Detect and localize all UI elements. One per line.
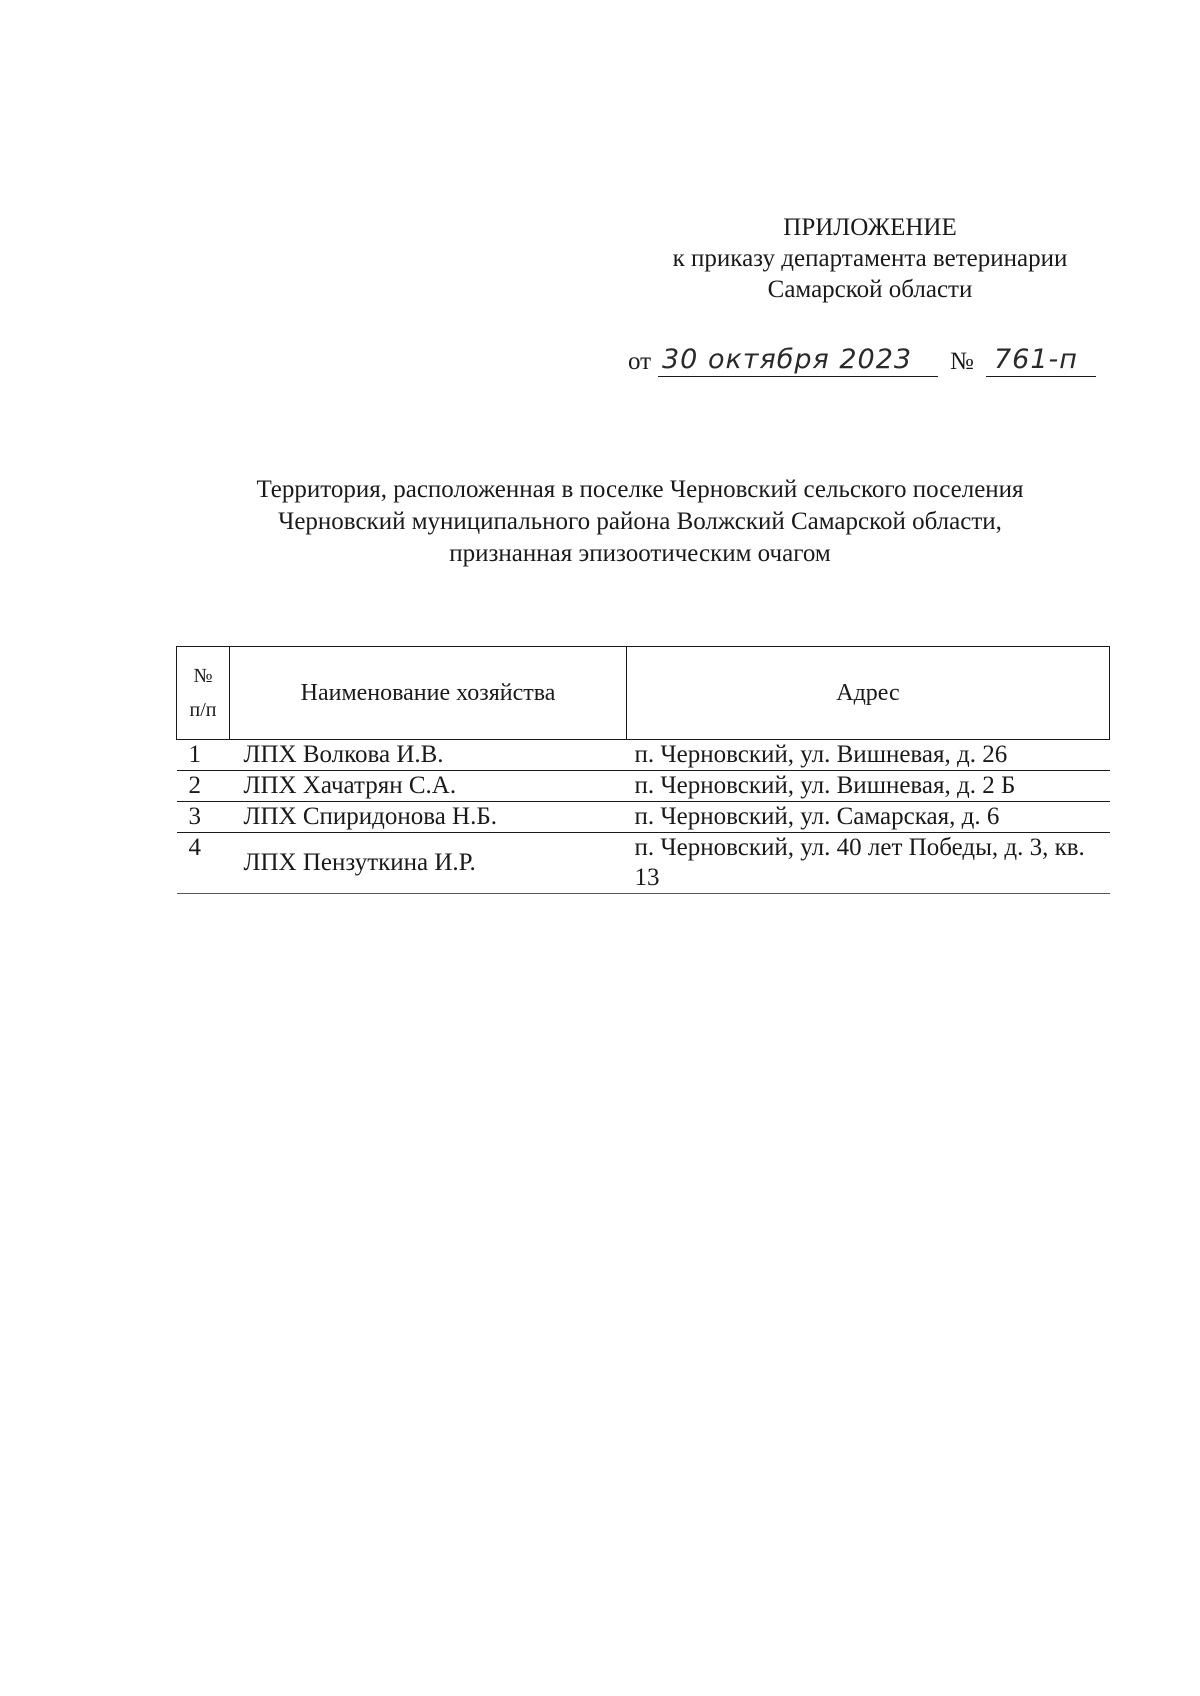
title-line-3: признанная эпизоотическим очагом (449, 540, 831, 567)
order-date-handwritten: 30 октября 2023 (662, 344, 913, 375)
row-address: п. Черновский, ул. 40 лет Победы, д. 3, кв. 13 (627, 833, 1110, 894)
header-address: Адрес (627, 647, 1110, 740)
table-row (177, 802, 1110, 833)
document-title (180, 474, 1100, 570)
row-farm-name: ЛПХ Пензуткина И.Р. (230, 833, 627, 894)
order-number-label: № (950, 348, 974, 375)
header-number (177, 647, 230, 740)
header-farm-name: Наименование хозяйства (230, 647, 627, 740)
row-farm-name: ЛПХ Хачатрян С.А. (230, 771, 627, 802)
order-number-handwritten: 761-п (994, 344, 1078, 375)
header-number-pp: п/п (189, 699, 217, 721)
appendix-block (640, 212, 1100, 305)
appendix-heading: ПРИЛОЖЕНИЕ (783, 214, 957, 241)
row-farm-name: ЛПХ Волкова И.В. (230, 740, 627, 771)
row-number: 4 (177, 833, 230, 894)
row-number: 1 (177, 740, 230, 771)
row-address: п. Черновский, ул. Вишневая, д. 26 (627, 740, 1110, 771)
order-date-underline (658, 376, 938, 377)
order-number-underline (986, 376, 1096, 377)
title-line-2: Черновский муниципального района Волжский Самарской области, (278, 508, 1002, 535)
row-number: 3 (177, 802, 230, 833)
appendix-line-1: к приказу департамента ветеринарии (672, 245, 1068, 272)
header-number-sign: № (193, 665, 213, 687)
appendix-line-2: Самарской области (767, 276, 973, 303)
order-from-label: от (628, 348, 652, 375)
table-header-row (177, 647, 1110, 740)
row-number: 2 (177, 771, 230, 802)
title-line-1: Территория, расположенная в поселке Черновский сельского поселения (256, 476, 1024, 503)
row-address: п. Черновский, ул. Самарская, д. 6 (627, 802, 1110, 833)
row-farm-name: ЛПХ Спиридонова Н.Б. (230, 802, 627, 833)
order-reference (628, 344, 1148, 388)
table-row (177, 740, 1110, 771)
table-row (177, 771, 1110, 802)
table-row (177, 833, 1110, 894)
farms-table (176, 646, 1110, 894)
row-address: п. Черновский, ул. Вишневая, д. 2 Б (627, 771, 1110, 802)
